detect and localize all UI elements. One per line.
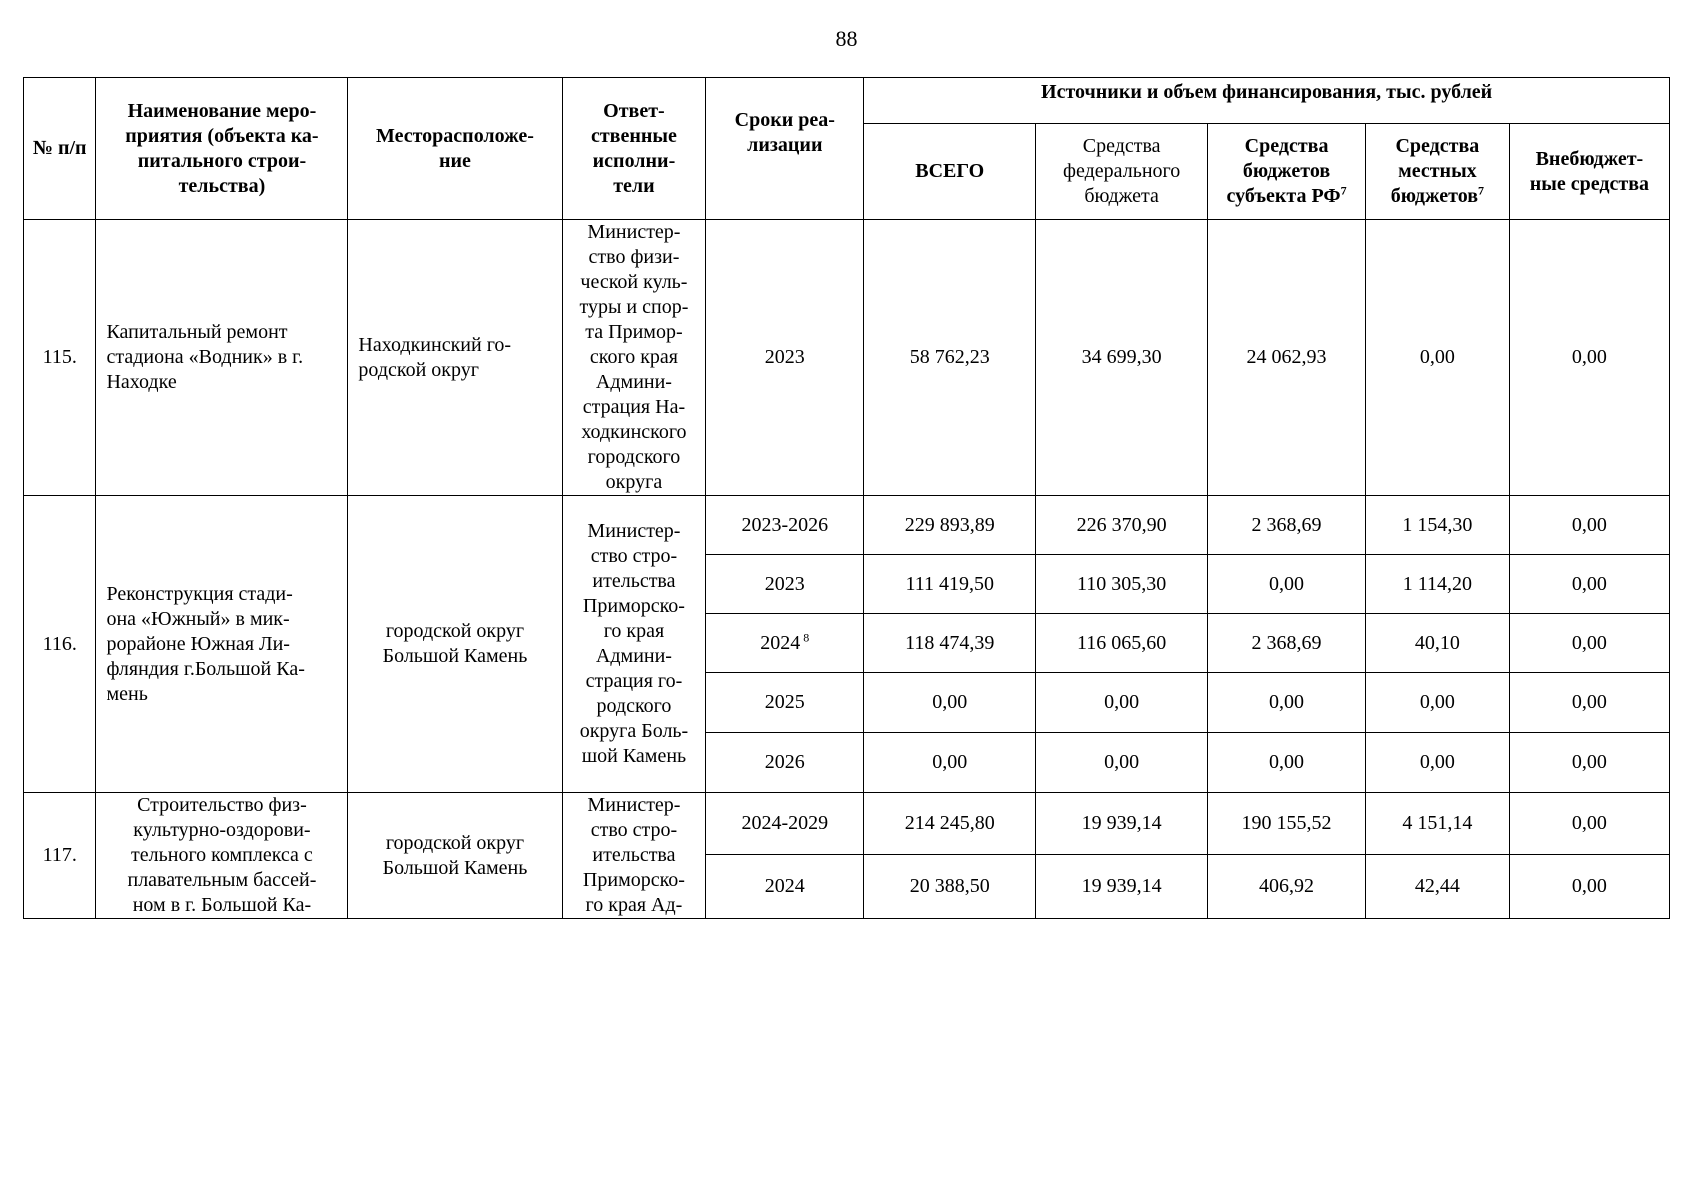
- activity-name-line: Капитальный ремонт: [106, 321, 288, 343]
- amount-total: 58 762,23: [864, 220, 1036, 496]
- table-row: [24, 496, 1670, 555]
- footnote-marker: 8: [800, 629, 810, 644]
- executors-line: Министер-: [587, 794, 681, 816]
- amount-extra: 0,00: [1509, 733, 1669, 793]
- header-funding: Источники и объем финансирования, тыс. рублей: [864, 78, 1670, 124]
- header-line: Месторасположе-: [376, 124, 534, 147]
- amount-total: 111 419,50: [864, 555, 1036, 614]
- header-executors: [562, 78, 706, 220]
- amount-extra: 0,00: [1509, 220, 1669, 496]
- table-row: [24, 220, 1670, 496]
- executors-line: Приморско-: [582, 595, 685, 617]
- header-line: ственные: [590, 124, 677, 147]
- activity-name: [96, 496, 348, 793]
- activity-name-line: мень: [106, 682, 148, 705]
- header-line: Средства: [1082, 135, 1161, 157]
- location: [348, 496, 562, 793]
- executors-line: Админи-: [595, 371, 672, 393]
- header-line: бюджета: [1084, 185, 1159, 207]
- amount-subject: 2 368,69: [1208, 496, 1366, 555]
- period-year: 2023: [706, 220, 864, 496]
- activity-name-line: Строительство физ-: [137, 794, 307, 816]
- amount-local: 0,00: [1365, 733, 1509, 793]
- header-line: Сроки реа-: [734, 109, 835, 131]
- activity-name-line: рорайоне Южная Ли-: [106, 632, 290, 655]
- location-line: Большой Камень: [382, 645, 528, 667]
- header-line: тели: [613, 174, 655, 197]
- location-line: Находкинский го-: [358, 333, 512, 356]
- row-number: 115.: [24, 220, 96, 496]
- executors-line: Министер-: [587, 221, 681, 243]
- executors-line: Министер-: [587, 520, 681, 542]
- financing-table: [23, 77, 1670, 919]
- period-year: 2025: [706, 673, 864, 733]
- page-number: 88: [835, 26, 858, 51]
- period-year: 2024-2029: [706, 793, 864, 855]
- amount-extra: 0,00: [1509, 854, 1669, 918]
- header-line: Средства: [1244, 135, 1329, 157]
- amount-federal: 226 370,90: [1036, 496, 1208, 555]
- header-line: бюджетов: [1242, 160, 1331, 182]
- location-line: городской округ: [385, 831, 525, 854]
- executors-line: страция го-: [585, 670, 683, 692]
- header-extra: [1509, 124, 1669, 220]
- executors-line: та Примор-: [585, 321, 683, 343]
- amount-total: 20 388,50: [864, 854, 1036, 918]
- amount-local: 4 151,14: [1365, 793, 1509, 855]
- period-year: 2024: [706, 854, 864, 918]
- amount-total: 229 893,89: [864, 496, 1036, 555]
- activity-name-line: Находке: [106, 371, 177, 393]
- header-line: ние: [439, 149, 471, 172]
- executors-line: ство стро-: [590, 545, 678, 567]
- executors-line: ского края: [589, 346, 678, 368]
- executors-line: Админи-: [595, 645, 672, 667]
- header-line: лизации: [747, 134, 823, 156]
- header-total: ВСЕГО: [864, 124, 1036, 220]
- row-number: 116.: [24, 496, 96, 793]
- header-federal: [1036, 124, 1208, 220]
- executors-line: ходкинского: [581, 421, 687, 443]
- executors-line: страция На-: [582, 396, 686, 418]
- header-line: субъекта РФ: [1226, 185, 1341, 207]
- row-number: 117.: [24, 793, 96, 919]
- activity-name-line: Реконструкция стади-: [106, 582, 293, 605]
- executors-line: ческой куль-: [580, 271, 688, 293]
- header-line: питального строи-: [137, 149, 307, 172]
- executors: [562, 496, 706, 793]
- amount-extra: 0,00: [1509, 614, 1669, 673]
- amount-subject: 406,92: [1208, 854, 1366, 918]
- header-timing: [706, 78, 864, 220]
- footnote-marker: 7: [1340, 183, 1347, 198]
- amount-total: 214 245,80: [864, 793, 1036, 855]
- activity-name-line: стадиона «Водник» в г.: [106, 346, 304, 368]
- header-line: тельства): [178, 174, 266, 197]
- location: [348, 793, 562, 919]
- period-year: 2026: [706, 733, 864, 793]
- amount-subject: 190 155,52: [1208, 793, 1366, 855]
- executors-line: ительства: [592, 570, 676, 592]
- activity-name: [96, 793, 348, 919]
- table-row: [24, 793, 1670, 855]
- amount-federal: 0,00: [1036, 673, 1208, 733]
- executors-line: ство физи-: [588, 246, 680, 268]
- period-year: 2024 $^8$: [706, 614, 864, 673]
- header-location: [348, 78, 562, 220]
- header-line: бюджетов: [1390, 185, 1479, 207]
- amount-local: 40,10: [1365, 614, 1509, 673]
- executors-line: го края: [603, 620, 665, 642]
- activity-name: [96, 220, 348, 496]
- header-name: [96, 78, 348, 220]
- executors-line: туры и спор-: [579, 296, 689, 318]
- executors-line: шой Камень: [581, 745, 687, 767]
- location-line: родской округ: [358, 358, 479, 381]
- activity-name-line: она «Южный» в мик-: [106, 607, 290, 630]
- location: [348, 220, 562, 496]
- executors: [562, 220, 706, 496]
- amount-local: 42,44: [1365, 854, 1509, 918]
- header-line: местных: [1398, 160, 1477, 182]
- amount-local: 0,00: [1365, 673, 1509, 733]
- executors-line: городского: [587, 446, 681, 468]
- amount-local: 1 114,20: [1365, 555, 1509, 614]
- amount-extra: 0,00: [1509, 496, 1669, 555]
- header-local: [1365, 124, 1509, 220]
- header-line: Средства: [1395, 135, 1480, 157]
- header-line: федерального: [1063, 160, 1181, 182]
- amount-federal: 19 939,14: [1036, 793, 1208, 855]
- amount-federal: 110 305,30: [1036, 555, 1208, 614]
- location-line: городской округ: [385, 620, 525, 642]
- header-subject: [1208, 124, 1366, 220]
- amount-subject: 2 368,69: [1208, 614, 1366, 673]
- period-year: 2023-2026: [706, 496, 864, 555]
- footnote-marker: 7: [1478, 183, 1485, 198]
- executors-line: округа Боль-: [579, 720, 689, 742]
- activity-name-line: тельного комплекса с: [131, 844, 313, 866]
- executors-line: го края Ад-: [585, 894, 683, 916]
- amount-extra: 0,00: [1509, 673, 1669, 733]
- header-line: приятия (объекта ка-: [125, 124, 319, 147]
- location-line: Большой Камень: [382, 856, 528, 879]
- header-line: Ответ-: [603, 99, 665, 122]
- activity-name-line: плавательным бассей-: [127, 869, 317, 891]
- amount-extra: 0,00: [1509, 793, 1669, 855]
- amount-federal: 116 065,60: [1036, 614, 1208, 673]
- executors-line: ство стро-: [590, 819, 678, 841]
- amount-subject: 0,00: [1208, 673, 1366, 733]
- amount-local: 1 154,30: [1365, 496, 1509, 555]
- amount-total: 0,00: [864, 733, 1036, 793]
- amount-extra: 0,00: [1509, 555, 1669, 614]
- executors: [562, 793, 706, 919]
- amount-subject: 0,00: [1208, 733, 1366, 793]
- amount-federal: 34 699,30: [1036, 220, 1208, 496]
- header-line: Внебюджет-: [1535, 147, 1644, 170]
- activity-name-line: фляндия г.Большой Ка-: [106, 657, 305, 680]
- amount-federal: 0,00: [1036, 733, 1208, 793]
- amount-total: 118 474,39: [864, 614, 1036, 673]
- executors-line: Приморско-: [582, 869, 685, 891]
- header-line: ные средства: [1529, 172, 1650, 195]
- activity-name-line: культурно-оздорови-: [133, 819, 311, 841]
- amount-total: 0,00: [864, 673, 1036, 733]
- period-year: 2023: [706, 555, 864, 614]
- header-num: № п/п: [24, 78, 96, 220]
- activity-name-line: ном в г. Большой Ка-: [132, 894, 312, 916]
- executors-line: ительства: [592, 844, 676, 866]
- executors-line: родского: [596, 695, 672, 717]
- amount-subject: 24 062,93: [1208, 220, 1366, 496]
- amount-subject: 0,00: [1208, 555, 1366, 614]
- amount-federal: 19 939,14: [1036, 854, 1208, 918]
- executors-line: округа: [605, 471, 663, 493]
- header-line: Наименование меро-: [127, 99, 317, 122]
- header-line: исполни-: [592, 149, 676, 172]
- amount-local: 0,00: [1365, 220, 1509, 496]
